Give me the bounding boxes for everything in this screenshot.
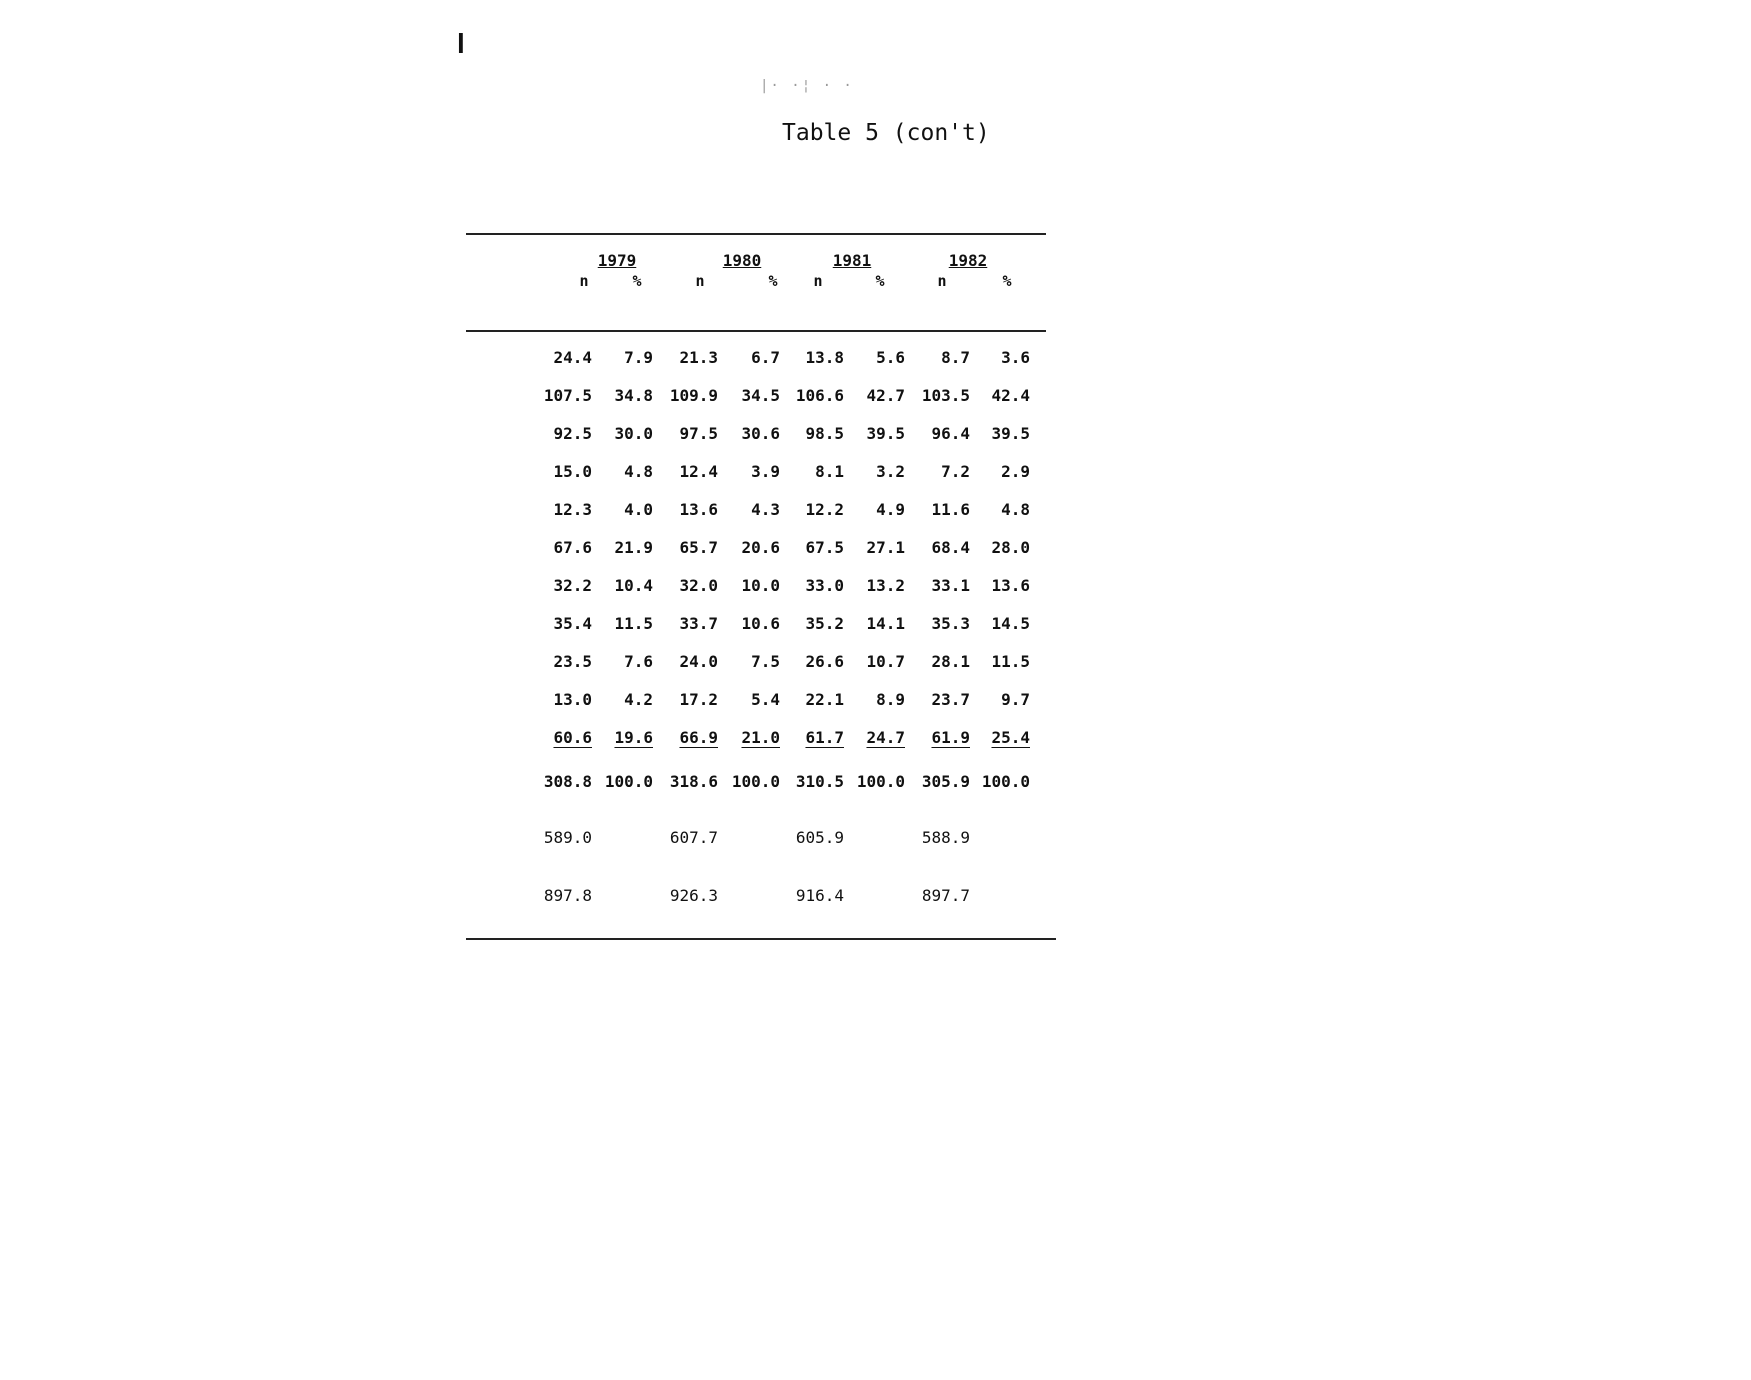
table-cell: 30.0	[614, 424, 653, 443]
table-cell: 4.2	[624, 690, 653, 709]
table-cell: 897.7	[921, 886, 970, 905]
table-cell: 35.3	[931, 614, 970, 633]
subheader-n-0: n	[579, 272, 589, 290]
table-cell: 10.7	[866, 652, 905, 671]
table-cell: 11.6	[931, 500, 970, 519]
table-cell: 67.6	[553, 538, 592, 557]
table-cell: 109.9	[669, 386, 718, 405]
table-cell: 24.4	[553, 348, 592, 367]
table-cell: 21.9	[614, 538, 653, 557]
table-cell: 7.9	[624, 348, 653, 367]
subheader-n-2: n	[813, 272, 823, 290]
table-cell: 21.3	[679, 348, 718, 367]
table-cell: 25.4	[991, 728, 1030, 747]
table-cell: 20.6	[741, 538, 780, 557]
table-cell: 11.5	[991, 652, 1030, 671]
table-cell: 61.7	[805, 728, 844, 747]
table-cell: 13.8	[805, 348, 844, 367]
table-cell: 39.5	[991, 424, 1030, 443]
table-cell: 2.9	[1001, 462, 1030, 481]
table-cell: 6.7	[751, 348, 780, 367]
table-cell: 28.0	[991, 538, 1030, 557]
table-cell: 4.8	[624, 462, 653, 481]
table-cell: 35.2	[805, 614, 844, 633]
table-cell: 12.3	[553, 500, 592, 519]
year-header-3: 1982	[948, 251, 988, 270]
table-cell: 11.5	[614, 614, 653, 633]
table-cell: 4.0	[624, 500, 653, 519]
year-header-0: 1979	[597, 251, 637, 270]
table-cell: 26.6	[805, 652, 844, 671]
table-cell: 39.5	[866, 424, 905, 443]
header-rule	[466, 330, 1046, 332]
table-cell: 12.2	[805, 500, 844, 519]
table-cell: 42.7	[866, 386, 905, 405]
table-cell: 3.9	[751, 462, 780, 481]
top-rule	[466, 233, 1046, 235]
table-cell: 33.1	[931, 576, 970, 595]
table-cell: 33.0	[805, 576, 844, 595]
table-cell: 21.0	[741, 728, 780, 747]
table-cell: 23.7	[931, 690, 970, 709]
table-cell: 605.9	[795, 828, 844, 847]
table-cell: 589.0	[543, 828, 592, 847]
table-cell: 97.5	[679, 424, 718, 443]
subheader-n-1: n	[695, 272, 705, 290]
table-cell: 24.0	[679, 652, 718, 671]
table-cell: 92.5	[553, 424, 592, 443]
table-cell: 310.5	[795, 772, 844, 791]
table-cell: 100.0	[731, 772, 780, 791]
table-cell: 98.5	[805, 424, 844, 443]
table-cell: 15.0	[553, 462, 592, 481]
table-cell: 60.6	[553, 728, 592, 747]
table-cell: 4.8	[1001, 500, 1030, 519]
table-cell: 107.5	[543, 386, 592, 405]
table-cell: 66.9	[679, 728, 718, 747]
table-cell: 13.2	[866, 576, 905, 595]
table-cell: 33.7	[679, 614, 718, 633]
table-cell: 34.5	[741, 386, 780, 405]
table-cell: 14.5	[991, 614, 1030, 633]
table-cell: 103.5	[921, 386, 970, 405]
table-cell: 100.0	[856, 772, 905, 791]
corner-mark: l	[457, 28, 465, 59]
table-cell: 35.4	[553, 614, 592, 633]
table-cell: 897.8	[543, 886, 592, 905]
table-cell: 8.7	[941, 348, 970, 367]
table-cell: 96.4	[931, 424, 970, 443]
table-cell: 926.3	[669, 886, 718, 905]
table-cell: 13.6	[991, 576, 1030, 595]
table-cell: 916.4	[795, 886, 844, 905]
subheader-pct-3: %	[1002, 272, 1012, 290]
table-cell: 588.9	[921, 828, 970, 847]
table-cell: 32.0	[679, 576, 718, 595]
table-cell: 23.5	[553, 652, 592, 671]
year-header-1: 1980	[722, 251, 762, 270]
table-cell: 68.4	[931, 538, 970, 557]
table-cell: 10.4	[614, 576, 653, 595]
subheader-n-3: n	[937, 272, 947, 290]
table-cell: 8.9	[876, 690, 905, 709]
table-cell: 7.6	[624, 652, 653, 671]
table-cell: 65.7	[679, 538, 718, 557]
table-cell: 12.4	[679, 462, 718, 481]
year-header-2: 1981	[832, 251, 872, 270]
table-cell: 24.7	[866, 728, 905, 747]
table-cell: 13.6	[679, 500, 718, 519]
table-cell: 9.7	[1001, 690, 1030, 709]
table-cell: 3.2	[876, 462, 905, 481]
table-cell: 10.6	[741, 614, 780, 633]
bottom-rule	[466, 938, 1056, 940]
table-cell: 10.0	[741, 576, 780, 595]
subheader-pct-2: %	[875, 272, 885, 290]
table-cell: 4.3	[751, 500, 780, 519]
table-cell: 14.1	[866, 614, 905, 633]
table-title: Table 5 (con't)	[782, 120, 990, 146]
table-cell: 305.9	[921, 772, 970, 791]
table-cell: 308.8	[543, 772, 592, 791]
table-cell: 17.2	[679, 690, 718, 709]
table-cell: 3.6	[1001, 348, 1030, 367]
table-cell: 5.4	[751, 690, 780, 709]
table-cell: 607.7	[669, 828, 718, 847]
table-cell: 100.0	[604, 772, 653, 791]
table-cell: 67.5	[805, 538, 844, 557]
table-cell: 34.8	[614, 386, 653, 405]
table-cell: 32.2	[553, 576, 592, 595]
table-cell: 4.9	[876, 500, 905, 519]
table-cell: 19.6	[614, 728, 653, 747]
table-cell: 28.1	[931, 652, 970, 671]
faint-scan-mark: |· ·¦ · ·	[760, 78, 854, 94]
table-cell: 13.0	[553, 690, 592, 709]
table-cell: 8.1	[815, 462, 844, 481]
table-cell: 5.6	[876, 348, 905, 367]
table-cell: 30.6	[741, 424, 780, 443]
table-cell: 100.0	[981, 772, 1030, 791]
table-cell: 27.1	[866, 538, 905, 557]
table-cell: 42.4	[991, 386, 1030, 405]
table-cell: 22.1	[805, 690, 844, 709]
table-cell: 7.2	[941, 462, 970, 481]
subheader-pct-0: %	[632, 272, 642, 290]
table-cell: 7.5	[751, 652, 780, 671]
table-cell: 106.6	[795, 386, 844, 405]
subheader-pct-1: %	[768, 272, 778, 290]
table-cell: 318.6	[669, 772, 718, 791]
table-cell: 61.9	[931, 728, 970, 747]
